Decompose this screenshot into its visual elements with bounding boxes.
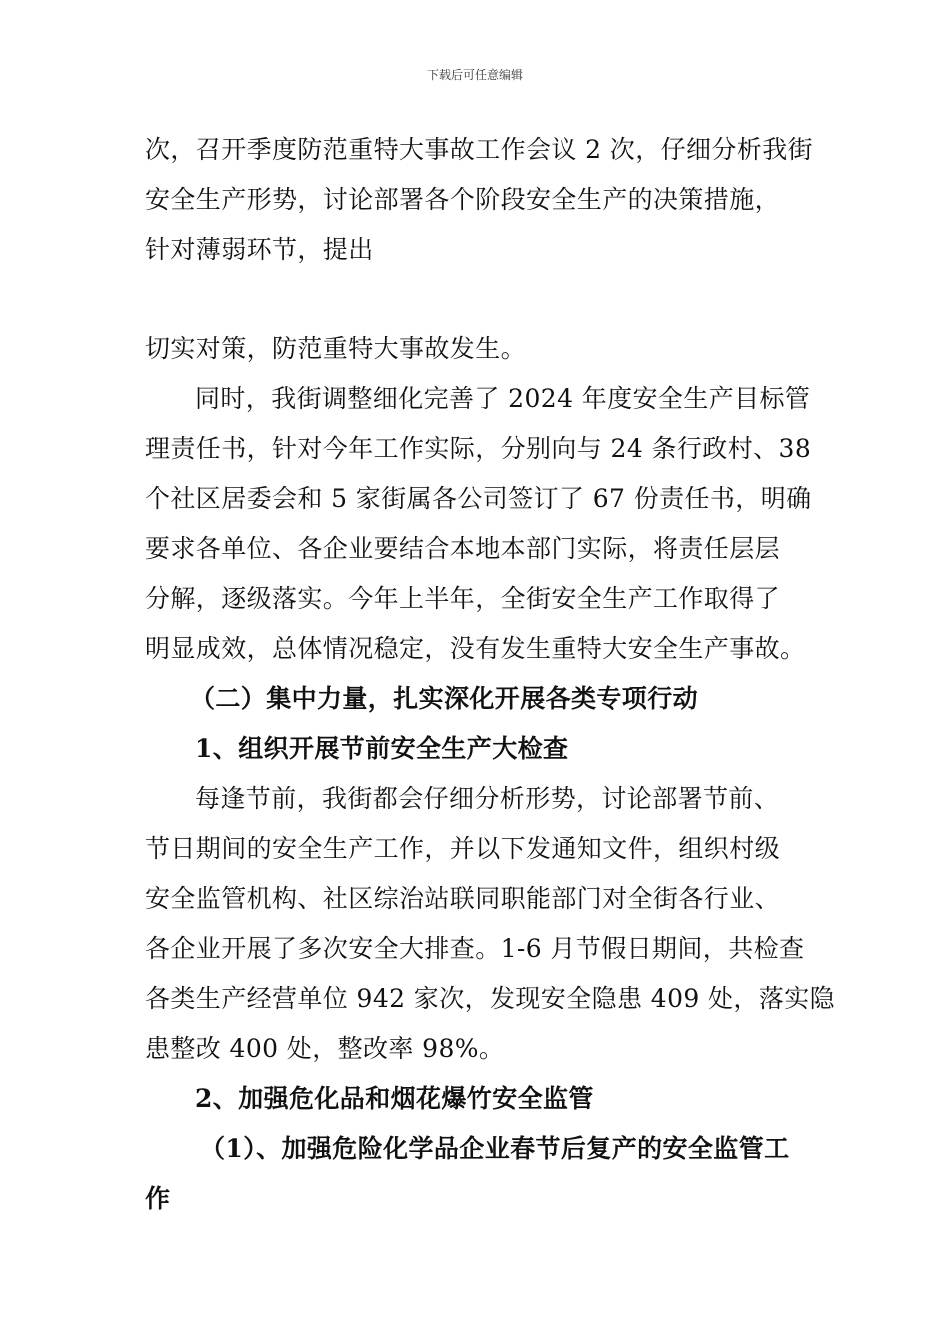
text-line: 同时，我街调整细化完善了 2024 年度安全生产目标管: [195, 384, 811, 413]
text-line: 节日期间的安全生产工作，并以下发通知文件，组织村级: [145, 834, 781, 863]
text-line: 次，召开季度防范重特大事故工作会议 2 次，仔细分析我街: [145, 135, 814, 164]
text-line: 分解，逐级落实。今年上半年，全街安全生产工作取得了: [145, 584, 781, 613]
text-line: 各类生产经营单位 942 家次，发现安全隐患 409 处，落实隐: [145, 984, 836, 1013]
text-line: 安全生产形势，讨论部署各个阶段安全生产的决策措施，: [145, 185, 781, 214]
subsection-heading: 2、加强危化品和烟花爆竹安全监管: [195, 1084, 594, 1113]
text-line: 要求各单位、各企业要结合本地本部门实际，将责任层层: [145, 534, 781, 563]
subsection-heading: 1、组织开展节前安全生产大检查: [195, 734, 569, 763]
subsection-heading: 作: [145, 1184, 171, 1213]
section-heading: （二）集中力量，扎实深化开展各类专项行动: [190, 684, 699, 713]
text-line: 每逢节前，我街都会仔细分析形势，讨论部署节前、: [195, 784, 780, 813]
text-line: 明显成效，总体情况稳定，没有发生重特大安全生产事故。: [145, 634, 806, 663]
text-line: 切实对策，防范重特大事故发生。: [145, 334, 527, 363]
text-line: 患整改 400 处，整改率 98%。: [145, 1034, 505, 1063]
text-line: 各企业开展了多次安全大排查。1-6 月节假日期间，共检查: [145, 934, 805, 963]
text-line: 个社区居委会和 5 家街属各公司签订了 67 份责任书，明确: [145, 484, 812, 513]
header-note: 下载后可任意编辑: [426, 68, 523, 82]
text-line: 理责任书，针对今年工作实际，分别向与 24 条行政村、38: [145, 434, 812, 463]
text-line: 安全监管机构、社区综治站联同职能部门对全街各行业、: [145, 884, 781, 913]
subsection-heading: （1）、加强危险化学品企业春节后复产的安全监管工: [200, 1134, 790, 1163]
text-line: 针对薄弱环节，提出: [145, 235, 374, 264]
